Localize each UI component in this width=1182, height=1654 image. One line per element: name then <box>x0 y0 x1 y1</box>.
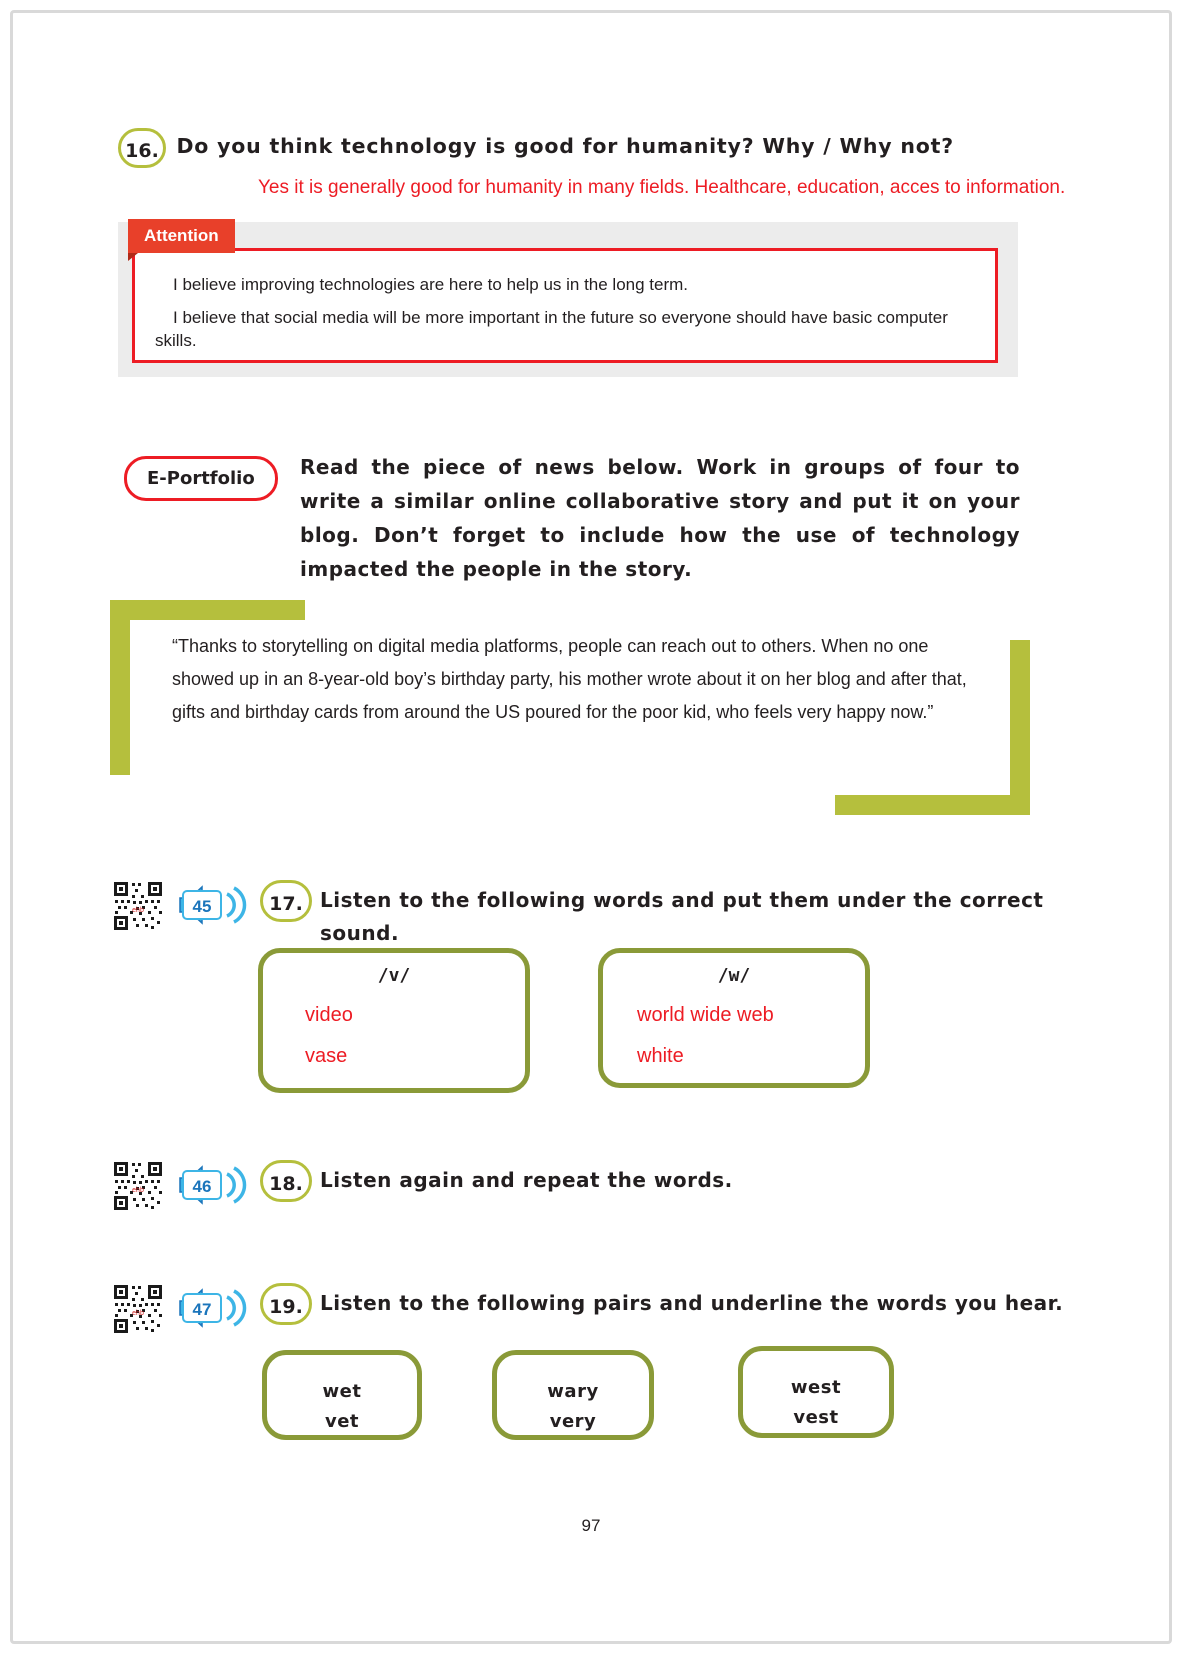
question-16-prompt: Do you think technology is good for humanity? Why / Why not? <box>176 134 954 158</box>
question-16-number: 16. <box>118 128 166 168</box>
question-16-answer: Yes it is generally good for humanity in many fields. Healthcare, education, acces to information. <box>258 177 1066 198</box>
question-18-instruction: Listen again and repeat the words. <box>320 1168 733 1192</box>
pair-box-1[interactable] <box>262 1350 422 1440</box>
pair-box-2[interactable] <box>492 1350 654 1440</box>
sound-word-w-1: world wide web <box>637 1004 774 1026</box>
pair-word-1a[interactable]: wet <box>322 1381 362 1402</box>
sound-word-v-2: vase <box>305 1045 348 1067</box>
svg-text:ehb: ehb <box>132 1187 144 1194</box>
sound-word-w-2: white <box>637 1045 684 1067</box>
qr-code-icon[interactable] <box>112 1160 164 1212</box>
quote-corner-left-bar <box>110 600 130 775</box>
question-19-number: 19. <box>260 1283 312 1325</box>
qr-code-icon[interactable] <box>112 1283 164 1335</box>
sound-box-w[interactable] <box>598 948 870 1088</box>
question-17-number: 17. <box>260 880 312 922</box>
pair-word-2a[interactable]: wary <box>547 1381 599 1402</box>
sound-box-v[interactable] <box>258 948 530 1093</box>
audio-track-number: 45 <box>182 890 222 920</box>
pair-word-3a[interactable]: west <box>790 1377 842 1398</box>
quote-corner-bottom-right <box>835 795 1030 815</box>
quote-text: “Thanks to storytelling on digital media platforms, people can reach out to others. When no one showed up in an 8-year-old boy’s birthday party, his mother wrote about it on her blog and after that, gifts and birthday cards from around the US poured for the poor kid, who feels very happy now.” <box>172 636 967 722</box>
sound-word-v-1: video <box>305 1004 353 1026</box>
svg-text:ehb: ehb <box>132 907 144 914</box>
e-portfolio-instruction: Read the piece of news below. Work in groups of four to write a similar online collaborative story and put it on your blog. Don’t forget to include how the use of technology impacted the people in the story. <box>300 455 1020 581</box>
audio-track-number: 46 <box>182 1170 222 1200</box>
quote-corner-top-left <box>110 600 305 620</box>
sound-label-v: /v/ <box>377 965 411 986</box>
svg-text:ehb: ehb <box>132 1310 144 1317</box>
attention-line-1: I believe improving technologies are here to help us in the long term. <box>173 275 689 294</box>
question-16 <box>118 128 1118 198</box>
pair-word-1b[interactable]: vet <box>324 1411 360 1432</box>
page-number: 97 <box>581 1516 601 1535</box>
pair-word-3b[interactable]: vest <box>793 1407 839 1428</box>
question-18-number: 18. <box>260 1160 312 1202</box>
e-portfolio-badge: E-Portfolio <box>124 456 278 501</box>
attention-content <box>132 248 998 363</box>
question-17-instruction: Listen to the following words and put them under the correct sound. <box>320 888 1044 945</box>
question-19-instruction: Listen to the following pairs and underline the words you hear. <box>320 1291 1064 1315</box>
qr-code-icon[interactable] <box>112 880 164 932</box>
pair-word-2b[interactable]: very <box>549 1411 597 1432</box>
attention-label: Attention <box>128 219 235 253</box>
pair-box-3[interactable] <box>738 1346 894 1438</box>
audio-track-number: 47 <box>182 1293 222 1323</box>
news-quote-block <box>110 600 1030 815</box>
quote-corner-right-bar <box>1010 640 1030 815</box>
sound-label-w: /w/ <box>717 965 751 986</box>
attention-line-2: I believe that social media will be more important in the future so everyone should have basic computer skills. <box>155 308 948 350</box>
attention-box <box>118 222 1018 377</box>
